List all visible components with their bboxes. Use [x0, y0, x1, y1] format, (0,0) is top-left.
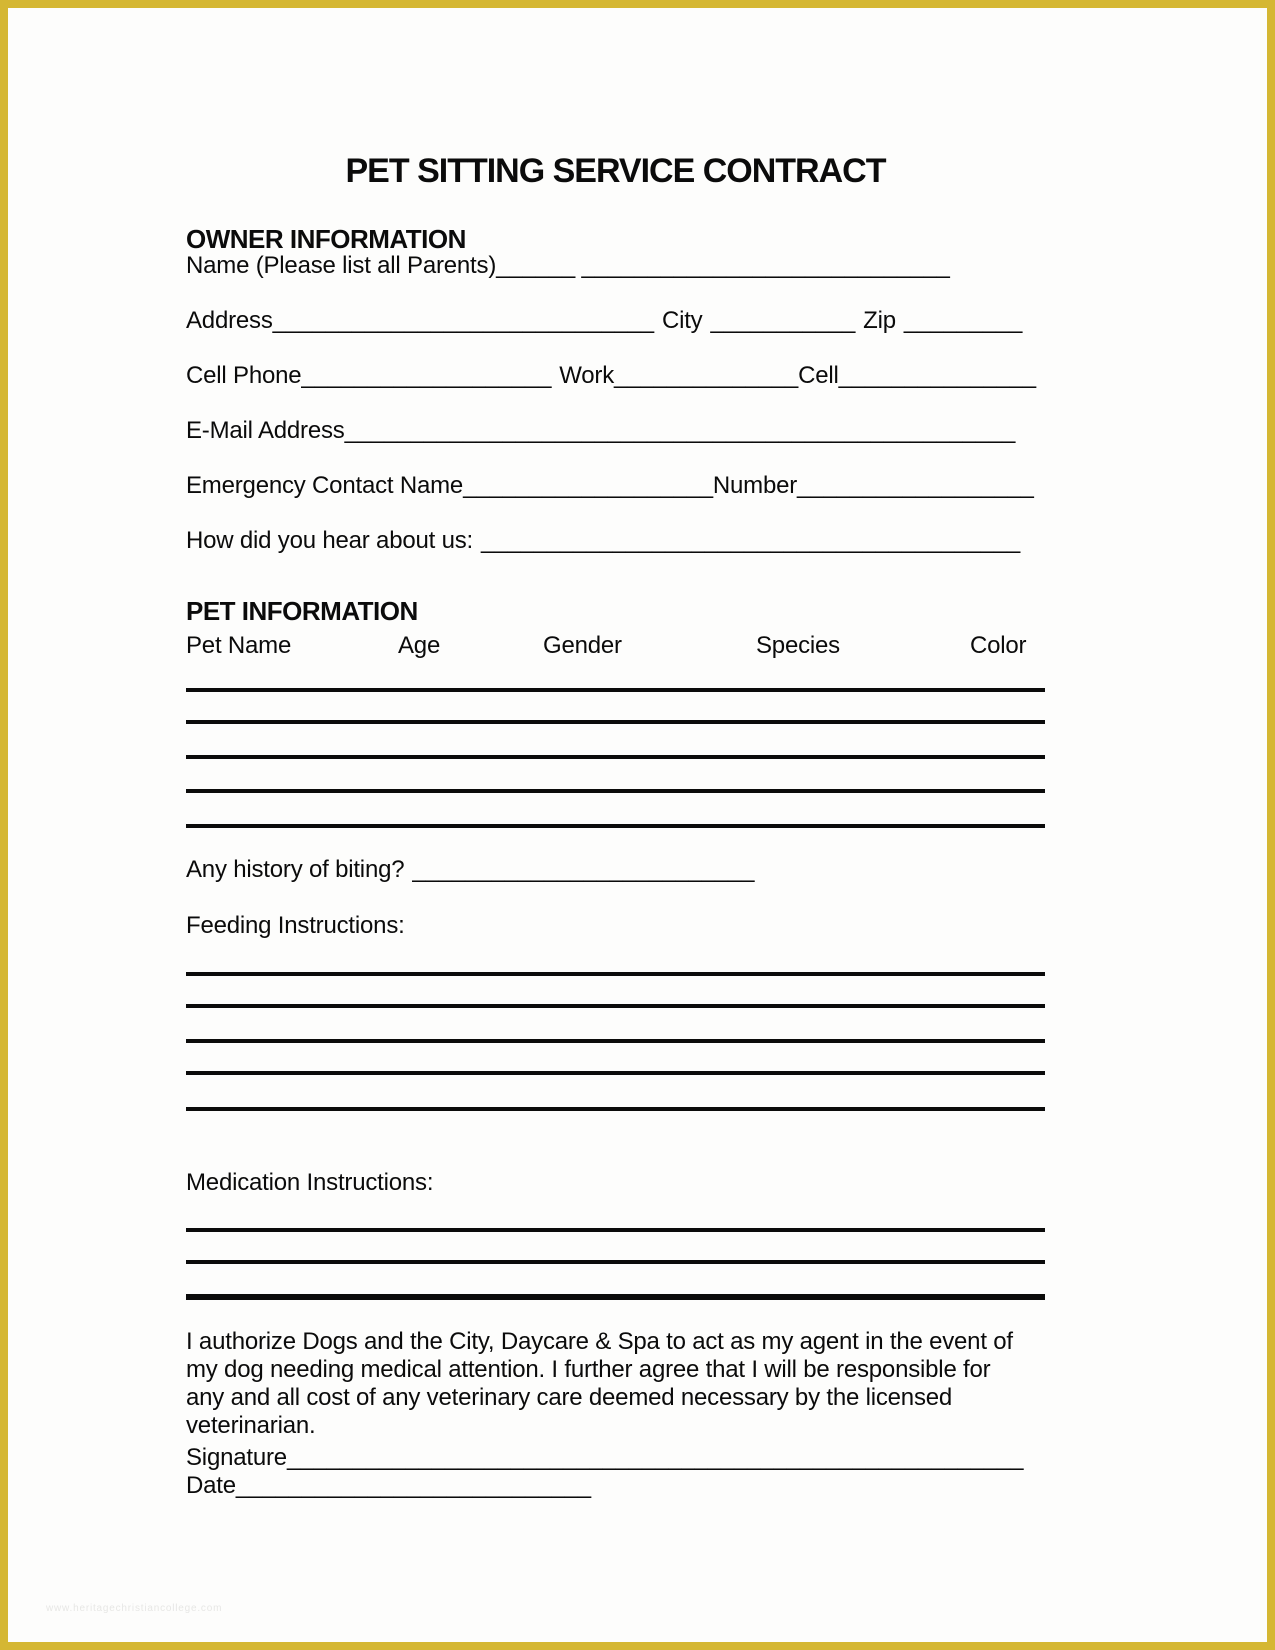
owner-name-label: Name (Please list all Parents) — [186, 252, 497, 279]
medication-line — [186, 1260, 1045, 1264]
email-row — [186, 419, 1015, 443]
pet-row-line — [186, 688, 1045, 692]
cell2-blank: _______________ — [838, 362, 1036, 389]
emergency-contact-label: Emergency Contact Name — [186, 472, 464, 499]
cell-phone-blank: ___________________ — [301, 362, 552, 389]
column-pet-name: Pet Name — [186, 632, 292, 659]
column-gender: Gender — [543, 632, 622, 659]
email-blank: ___________________________________________________ — [344, 417, 1016, 444]
pet-information-heading: PET INFORMATION — [186, 596, 418, 626]
column-age: Age — [398, 632, 441, 659]
date-label: Date — [186, 1472, 236, 1499]
city-label: City — [661, 307, 703, 334]
address-row — [186, 309, 1022, 333]
medication-line — [186, 1228, 1045, 1232]
biting-label: Any history of biting? — [186, 856, 405, 883]
work-blank: ______________ — [614, 362, 799, 389]
feeding-line — [186, 1004, 1045, 1008]
pet-table-header — [8, 634, 1275, 660]
emergency-row — [186, 474, 1034, 498]
biting-blank: __________________________ — [412, 856, 755, 883]
hear-about-label: How did you hear about us: — [186, 527, 473, 554]
page-title: PET SITTING SERVICE CONTRACT — [345, 152, 886, 190]
medication-instructions-label: Medication Instructions: — [186, 1169, 434, 1196]
feeding-line — [186, 1071, 1045, 1075]
zip-blank: _________ — [903, 307, 1023, 334]
authorization-text: I authorize Dogs and the City, Daycare & Spa to act as my agent in the event of — [186, 1328, 1013, 1355]
date-row — [186, 1474, 591, 1498]
cell2-label: Cell — [798, 362, 839, 389]
pet-row-line — [186, 789, 1045, 793]
number-label: Number — [712, 472, 798, 499]
authorization-text: any and all cost of any veterinary care deemed necessary by the licensed — [186, 1384, 953, 1411]
phone-row — [186, 364, 1036, 388]
pet-row-line — [186, 824, 1045, 828]
medication-line — [186, 1294, 1045, 1300]
date-blank: ___________________________ — [235, 1472, 591, 1499]
authorization-text: veterinarian. — [186, 1412, 316, 1439]
owner-information-heading: OWNER INFORMATION — [186, 224, 466, 254]
zip-label: Zip — [863, 307, 896, 334]
pet-row-line — [186, 755, 1045, 759]
address-label: Address — [186, 307, 273, 334]
work-label: Work — [559, 362, 614, 389]
column-species: Species — [756, 632, 840, 659]
owner-name-blank: ______ ____________________________ — [496, 252, 950, 279]
owner-name-row — [186, 254, 950, 278]
hear-about-blank: _________________________________________ — [480, 527, 1021, 554]
signature-blank: ________________________________________________________ — [286, 1444, 1024, 1471]
number-blank: __________________ — [797, 472, 1034, 499]
pet-row-line — [186, 720, 1045, 724]
watermark-url: www.heritagechristiancollege.com — [46, 1603, 223, 1614]
city-blank: ___________ — [710, 307, 856, 334]
authorization-text: my dog needing medical attention. I further agree that I will be responsible for — [186, 1356, 991, 1383]
feeding-line — [186, 1107, 1045, 1111]
feeding-line — [186, 972, 1045, 976]
email-label: E-Mail Address — [186, 417, 345, 444]
emergency-contact-blank: ___________________ — [463, 472, 713, 499]
signature-label: Signature — [186, 1444, 287, 1471]
signature-row — [186, 1446, 1023, 1470]
address-blank: _____________________________ — [272, 307, 654, 334]
biting-row — [186, 858, 754, 882]
column-color: Color — [970, 632, 1027, 659]
feeding-line — [186, 1039, 1045, 1043]
hear-about-row — [186, 529, 1020, 553]
feeding-instructions-label: Feeding Instructions: — [186, 912, 405, 939]
cell-phone-label: Cell Phone — [186, 362, 302, 389]
